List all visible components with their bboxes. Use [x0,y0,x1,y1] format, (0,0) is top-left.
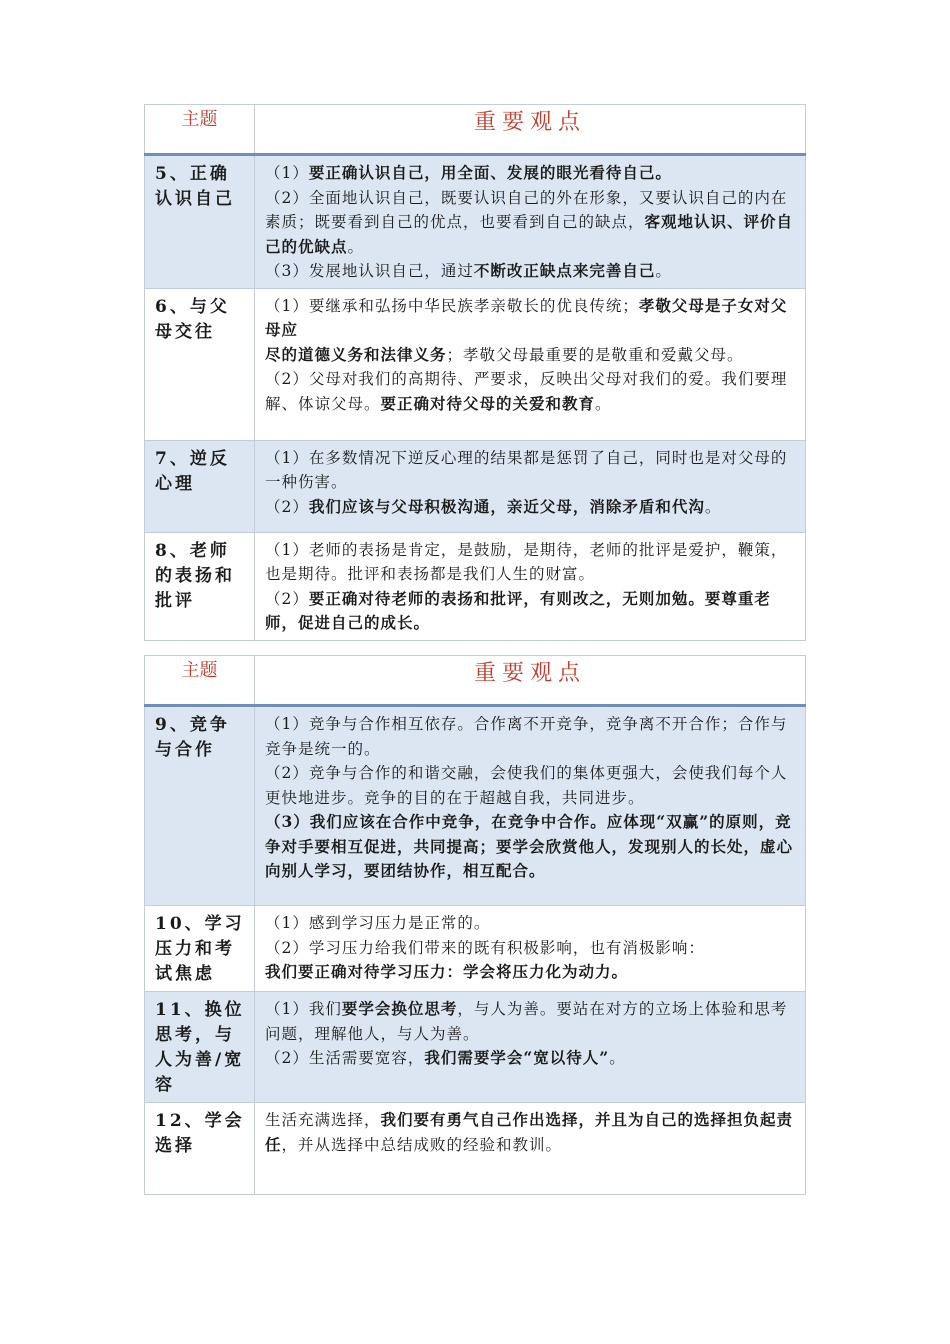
point-text: （1）我们 [265,1000,342,1018]
point-text: （2）全面地认识自己，既要认识自己的外在形象，又要认识自己的内在素质；既要看到自己的优点，也要看到自己的缺点， [265,188,788,231]
point-text: （2）学习压力给我们带来的既有积极影响，也有消极影响： [265,938,705,957]
table-row [145,992,806,1103]
point-paragraph [265,587,799,636]
point-paragraph [265,712,799,761]
point-paragraph [265,343,799,368]
topic-cell: 10、学习压力和考试焦虑 [145,906,255,992]
topic-cell: 12、学会选择 [145,1103,255,1195]
point-text: 。 [655,262,672,280]
table-row [145,1103,806,1195]
topic-cell: 8、老师的表扬和批评 [145,532,255,640]
emphasis-text: 我们要有勇气自己作出选择，并且为自己的选择担负起责任 [265,1110,794,1154]
emphasis-text: 客观地认识、评价自己的优缺点 [265,212,794,256]
point-paragraph [265,186,799,260]
point-paragraph [265,161,799,186]
point-text: 。 [347,237,365,256]
topic-cell: 9、竞争与合作 [145,706,255,906]
table-row [145,440,806,532]
point-paragraph [265,936,799,961]
points-cell [255,288,806,440]
emphasis-text: 我们应该与父母积极沟通，亲近父母，消除矛盾和代沟 [308,496,705,516]
point-paragraph [265,810,799,884]
emphasis-text: 要正确对待老师的表扬和批评，有则改之，无则加勉。要尊重老师，促进自己的成长。 [265,588,771,632]
point-text: 。 [704,497,722,516]
point-paragraph [265,911,799,936]
topic-cell: 6、与父母交往 [145,288,255,440]
point-text: （1）在多数情况下逆反心理的结果都是惩罚了自己，同时也是对父母的一种伤害。 [265,448,788,491]
points-cell [255,532,806,640]
header-row [145,105,806,155]
point-paragraph [265,1108,799,1157]
point-text: （2） [265,497,309,516]
points-cell [255,706,806,906]
points-cell [255,1103,806,1195]
emphasis-text: （3）我们应该在合作中竞争，在竞争中合作。应体现“双赢”的原则，竞争对手要相互促进，共同提高；要学会欣赏他人，发现别人的长处，虚心向别人学习，要团结协作，相互配合。 [265,812,794,880]
emphasis-text: 不断改正缺点来完善自己 [473,261,656,280]
point-paragraph [265,259,799,284]
point-text: （2） [265,589,309,608]
point-paragraph [265,960,799,985]
table-row [145,906,806,992]
point-paragraph [265,367,799,416]
emphasis-text: 要正确认识自己，用全面、发展的眼光看待自己。 [308,163,672,182]
points-cell [255,992,806,1103]
points-cell [255,440,806,532]
header-topic: 主题 [145,656,255,706]
point-paragraph [265,761,799,810]
point-paragraph [265,294,799,343]
header-topic: 主题 [145,105,255,155]
table-row [145,155,806,289]
table-2 [144,655,806,1195]
table-row [145,706,806,906]
point-text: ；孝敬父母最重要的是敬重和爱戴父母。 [446,345,744,364]
points-cell [255,155,806,289]
table-1 [144,104,806,641]
point-text: （2）父母对我们的高期待、严要求，反映出父母对我们的爱。我们要理解、体谅父母。 [265,370,788,413]
point-text: 。 [595,394,612,413]
point-paragraph [265,538,799,587]
emphasis-text: 尽的道德义务和法律义务 [265,344,447,364]
table-row [145,288,806,440]
topic-cell: 7、逆反心理 [145,440,255,532]
point-text: （1）要继承和弘扬中华民族孝亲敬长的优良传统； [265,296,639,315]
header-row [145,656,806,706]
point-text: 生活充满选择， [265,1111,381,1129]
point-text: ，并从选择中总结成败的经验和教训。 [281,1135,563,1154]
point-text: （1）感到学习压力是正常的。 [265,914,491,932]
topic-cell: 11、换位思考，与人为善/宽容 [145,992,255,1103]
point-paragraph [265,446,799,495]
point-text: （1）老师的表扬是肯定，是鼓励，是期待，老师的批评是爱护，鞭策，也是期待。批评和表扬都是我们人生的财富。 [265,540,788,583]
point-text: （1） [265,164,309,182]
point-text: （2）竞争与合作的和谐交融，会使我们的集体更强大，会使我们每个人更快地进步。竞争的目的在于超越自我，共同进步。 [265,764,788,807]
header-points: 重要观点 [255,656,806,706]
emphasis-text: 我们要正确对待学习压力：学会将压力化为动力。 [265,962,629,981]
points-cell [255,906,806,992]
emphasis-text: 要学会换位思考 [341,999,458,1018]
point-text: ，与人为善。要站在对方的立场上体验和思考问题，理解他人，与人为善。 [265,1000,788,1043]
point-text: 。 [609,1049,626,1067]
point-paragraph [265,1046,799,1071]
point-paragraph [265,997,799,1046]
emphasis-text: 要正确对待父母的关爱和教育 [380,393,596,413]
point-text: （1）竞争与合作相互依存。合作离不开竞争，竞争离不开合作；合作与竞争是统一的。 [265,715,788,758]
point-text: （3）发展地认识自己，通过 [265,262,474,280]
point-paragraph [265,495,799,520]
table-row [145,532,806,640]
emphasis-text: 我们需要学会“宽以待人” [424,1048,610,1067]
emphasis-text: 孝敬父母是子女对父母应 [265,295,788,339]
header-points: 重要观点 [255,105,806,155]
point-text: （2）生活需要宽容， [265,1049,425,1067]
topic-cell: 5、正确认识自己 [145,155,255,289]
